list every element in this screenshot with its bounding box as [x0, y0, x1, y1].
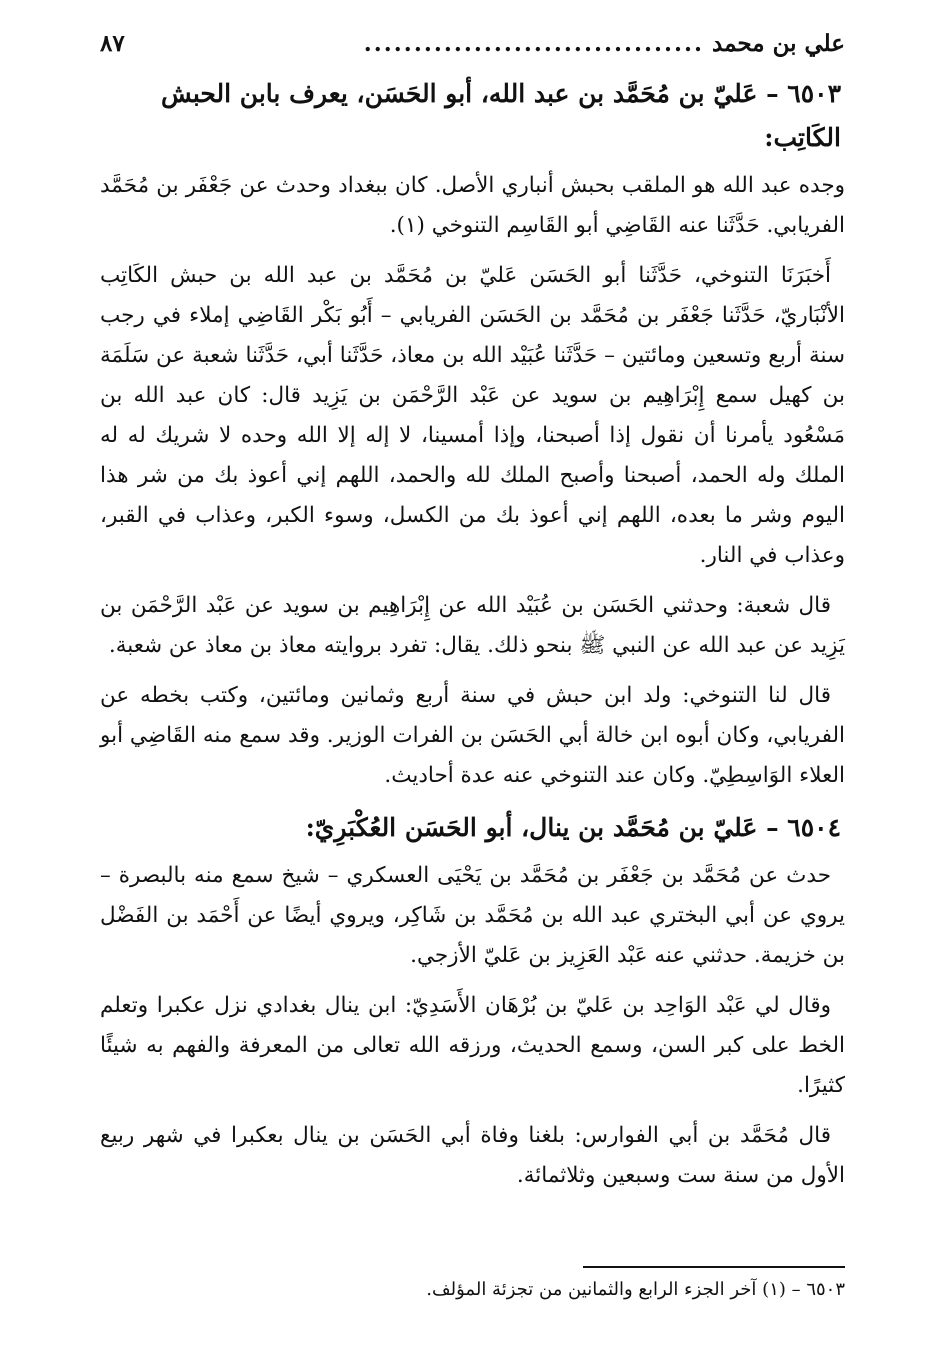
- entry-paragraph: قال شعبة: وحدثني الحَسَن بن عُبَيْد الله عن إِبْرَاهِيم بن سويد عن عَبْد الرَّحْمَن بن يَزِيد عن عبد الله عن النبي ﷺ بنحو ذلك. يقال: تفرد بروايته معاذ بن معاذ عن شعبة.: [100, 593, 845, 658]
- entry-paragraph: قال لنا التنوخي: ولد ابن حبش في سنة أربع وثمانين ومائتين، وكتب بخطه عن الفريابي، وكان أبوه ابن خالة أبي الحَسَن بن الفرات الوزير. وقد سمع منه القَاضِي أبو العلاء الوَاسِطِيّ. وكان عند التنوخي عنه عدة أحاديث.: [100, 683, 845, 788]
- entry-6504: [100, 806, 845, 1196]
- entry-paragraph: وقال لي عَبْد الوَاحِد بن عَليّ بن بُرْهَان الأَسَدِيّ: ابن ينال بغدادي نزل عكبرا وتعلم الخط على كبر السن، وسمع الحديث، ورزقه الله تعالى من المعرفة والفهم به شيئًا كثيرًا.: [100, 993, 845, 1098]
- entry-paragraph: حدث عن مُحَمَّد بن جَعْفَر بن مُحَمَّد بن يَحْيَى العسكري – شيخ سمع منه بالبصرة – يروي عن أبي البختري عبد الله بن مُحَمَّد بن شَاكِر، ويروي أيضًا عن أَحْمَد بن الفَضْل بن خزيمة. حدثني عنه عَبْد العَزِيز بن عَليّ الأزجي.: [100, 863, 845, 968]
- running-header: [100, 30, 845, 72]
- entry-paragraph: أَخبَرَنَا التنوخي، حَدَّثَنا أبو الحَسَن عَليّ بن مُحَمَّد بن عبد الله بن حبش الكَاتِب الأنْبَاريّ، حَدَّثَنا جَعْفَر بن مُحَمَّد بن الحَسَن الفريابي – أَبُو بَكْر القَاضِي إملاء في رجب سنة أربع وتسعين ومائتين – حَدَّثَنا عُبَيْد الله بن معاذ، حَدَّثَنا أبي، حَدَّثَنا شعبة عن سَلَمَة بن كهيل سمع إِبْرَاهِيم بن سويد عن عَبْد الرَّحْمَن بن يَزِيد قال: كان عبد الله بن مَسْعُود يأمرنا أن نقول إذا أصبحنا، وإذا أمسينا، لا إله إلا الله وحده لا شريك له له الملك وله الحمد، أصبحنا وأصبح الملك لله والحمد، اللهم إني أعوذ بك من شر هذا اليوم وشر ما بعده، اللهم إني أعوذ بك من الكسل، وسوء الكبر، وعذاب في القبر، وعذاب في النار.: [100, 263, 845, 568]
- entry-paragraph: وجده عبد الله هو الملقب بحبش أنباري الأصل. كان ببغداد وحدث عن جَعْفَر بن مُحَمَّد الفريابي. حَدَّثَنا عنه القَاضِي أبو القَاسِم التنوخي (١).: [100, 173, 845, 238]
- footnote-divider: [583, 1266, 845, 1268]
- entry-6503: [100, 72, 845, 796]
- page-number: ٨٧: [100, 30, 125, 57]
- entry-title: ٦٥٠٤ – عَليّ بن مُحَمَّد بن ينال، أبو الحَسَن العُكْبَرِيّ:: [305, 813, 841, 842]
- entry-paragraph: قال مُحَمَّد بن أبي الفوارس: بلغنا وفاة أبي الحَسَن بن ينال بعكبرا في شهر ربيع الأول من سنة ست وسبعين وثلاثمائة.: [100, 1123, 845, 1188]
- footnote: ٦٥٠٣ – (١) آخر الجزء الرابع والثمانين من تجزئة المؤلف.: [426, 1279, 845, 1300]
- entry-title: ٦٥٠٣ – عَليّ بن مُحَمَّد بن عبد الله، أبو الحَسَن، يعرف بابن الحبش الكَاتِب:: [160, 79, 841, 152]
- running-title: علي بن محمد: [712, 30, 845, 57]
- header-dot-leader: ..................................: [363, 30, 705, 57]
